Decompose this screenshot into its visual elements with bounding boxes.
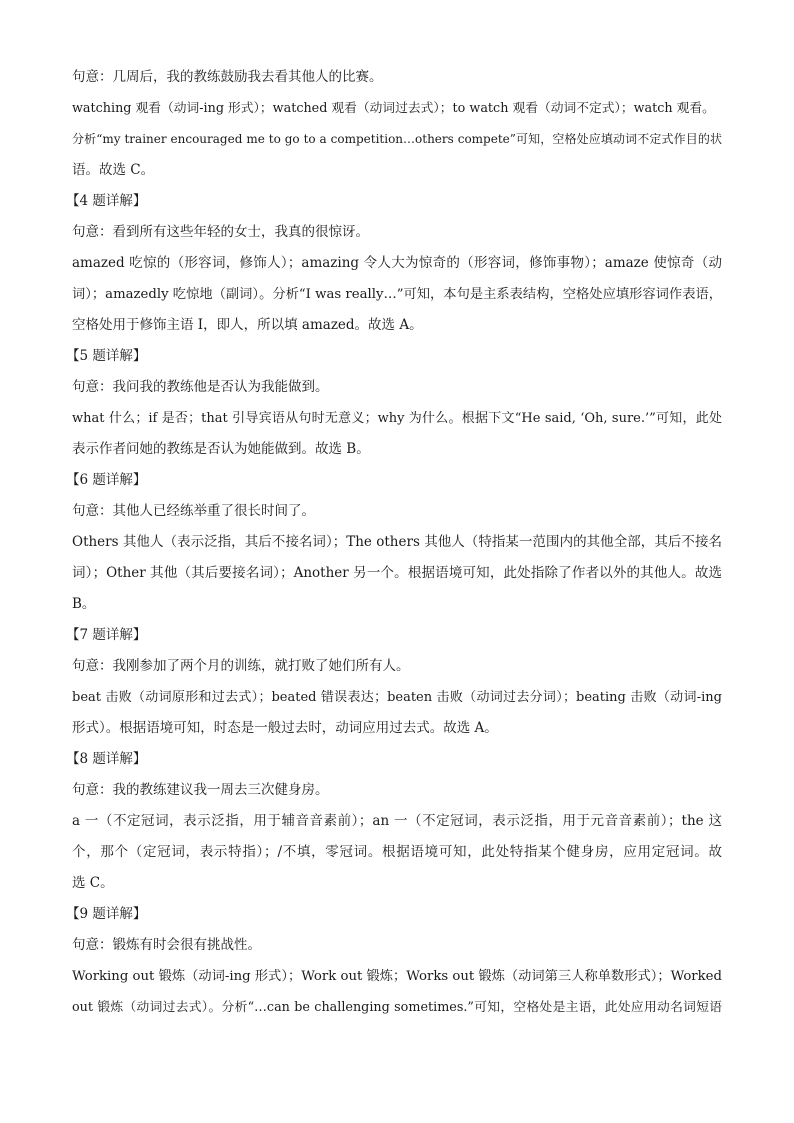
- text-line: watching 观看（动词-ing 形式）；watched 观看（动词过去式）；to watch 观看（动词不定式）；watch 观看。: [72, 101, 715, 116]
- text-line: 个，那个（定冠词，表示特指）；/不填，零冠词。根据语境可知，此处特指某个健身房，应用定冠词。故: [72, 844, 722, 860]
- text-line: 句意：我刚参加了两个月的训练，就打败了她们所有人。: [72, 658, 410, 674]
- text-line: 句意：我问我的教练他是否认为我能做到。: [72, 379, 329, 395]
- text-line: 句意：其他人已经练举重了很长时间了。: [72, 503, 315, 519]
- text-line: B。: [72, 596, 96, 612]
- section-heading: 【4 题详解】: [66, 193, 147, 209]
- section-heading: 【7 题详解】: [66, 627, 147, 643]
- text-line: 句意：看到所有这些年轻的女士，我真的很惊讶。: [72, 224, 369, 240]
- text-line: 形式）。根据语境可知，时态是一般过去时，动词应用过去式。故选 A。: [72, 720, 498, 736]
- text-line: 语。故选 C。: [72, 162, 155, 178]
- text-line: 词）；Other 其他（其后要接名词）；Another 另一个。根据语境可知，此处指除了作者以外的其他人。故选: [72, 565, 722, 581]
- text-line: Others 其他人（表示泛指，其后不接名词）；The others 其他人（特指某一范围内的其他全部，其后不接名: [72, 534, 722, 550]
- document-page: [66, 62, 722, 1023]
- text-line: out 锻炼（动词过去式）。分析“…can be challenging sometimes.”可知，空格处是主语，此处应用动名词短语: [72, 1000, 722, 1015]
- text-line: 句意：几周后，我的教练鼓励我去看其他人的比赛。: [72, 69, 383, 85]
- text-line: 词）；amazedly 吃惊地（副词）。分析“I was really…”可知，本句是主系表结构，空格处应填形容词作表语，: [72, 287, 722, 302]
- section-heading: 【8 题详解】: [66, 751, 147, 767]
- text-line: 句意：锻炼有时会很有挑战性。: [72, 937, 261, 953]
- text-line: Working out 锻炼（动词-ing 形式）；Work out 锻炼；Works out 锻炼（动词第三人称单数形式）；Worked: [72, 969, 722, 984]
- section-heading: 【6 题详解】: [66, 472, 147, 488]
- text-line: 句意：我的教练建议我一周去三次健身房。: [72, 782, 329, 798]
- text-line: beat 击败（动词原形和过去式）；beated 错误表达；beaten 击败（动词过去分词）；beating 击败（动词-ing: [72, 690, 722, 705]
- section-heading: 【5 题详解】: [66, 348, 147, 364]
- text-line: 选 C。: [72, 875, 114, 891]
- text-line: a 一（不定冠词，表示泛指，用于辅音音素前）；an 一（不定冠词，表示泛指，用于元音音素前）；the 这: [72, 813, 722, 829]
- text-line: what 什么；if 是否；that 引导宾语从句时无意义；why 为什么。根据下文“He said, ‘Oh, sure.’”可知，此处: [72, 411, 722, 426]
- text-line: 空格处用于修饰主语 I，即人，所以填 amazed。故选 A。: [72, 317, 423, 333]
- text-line: 表示作者问她的教练是否认为她能做到。故选 B。: [72, 441, 370, 457]
- section-heading: 【9 题详解】: [66, 906, 147, 922]
- text-line: 分析“my trainer encouraged me to go to a competition…others compete”可知，空格处应填动词不定式作目的状: [72, 132, 722, 146]
- text-line: amazed 吃惊的（形容词，修饰人）；amazing 令人大为惊奇的（形容词，修饰事物）；amaze 使惊奇（动: [72, 255, 722, 271]
